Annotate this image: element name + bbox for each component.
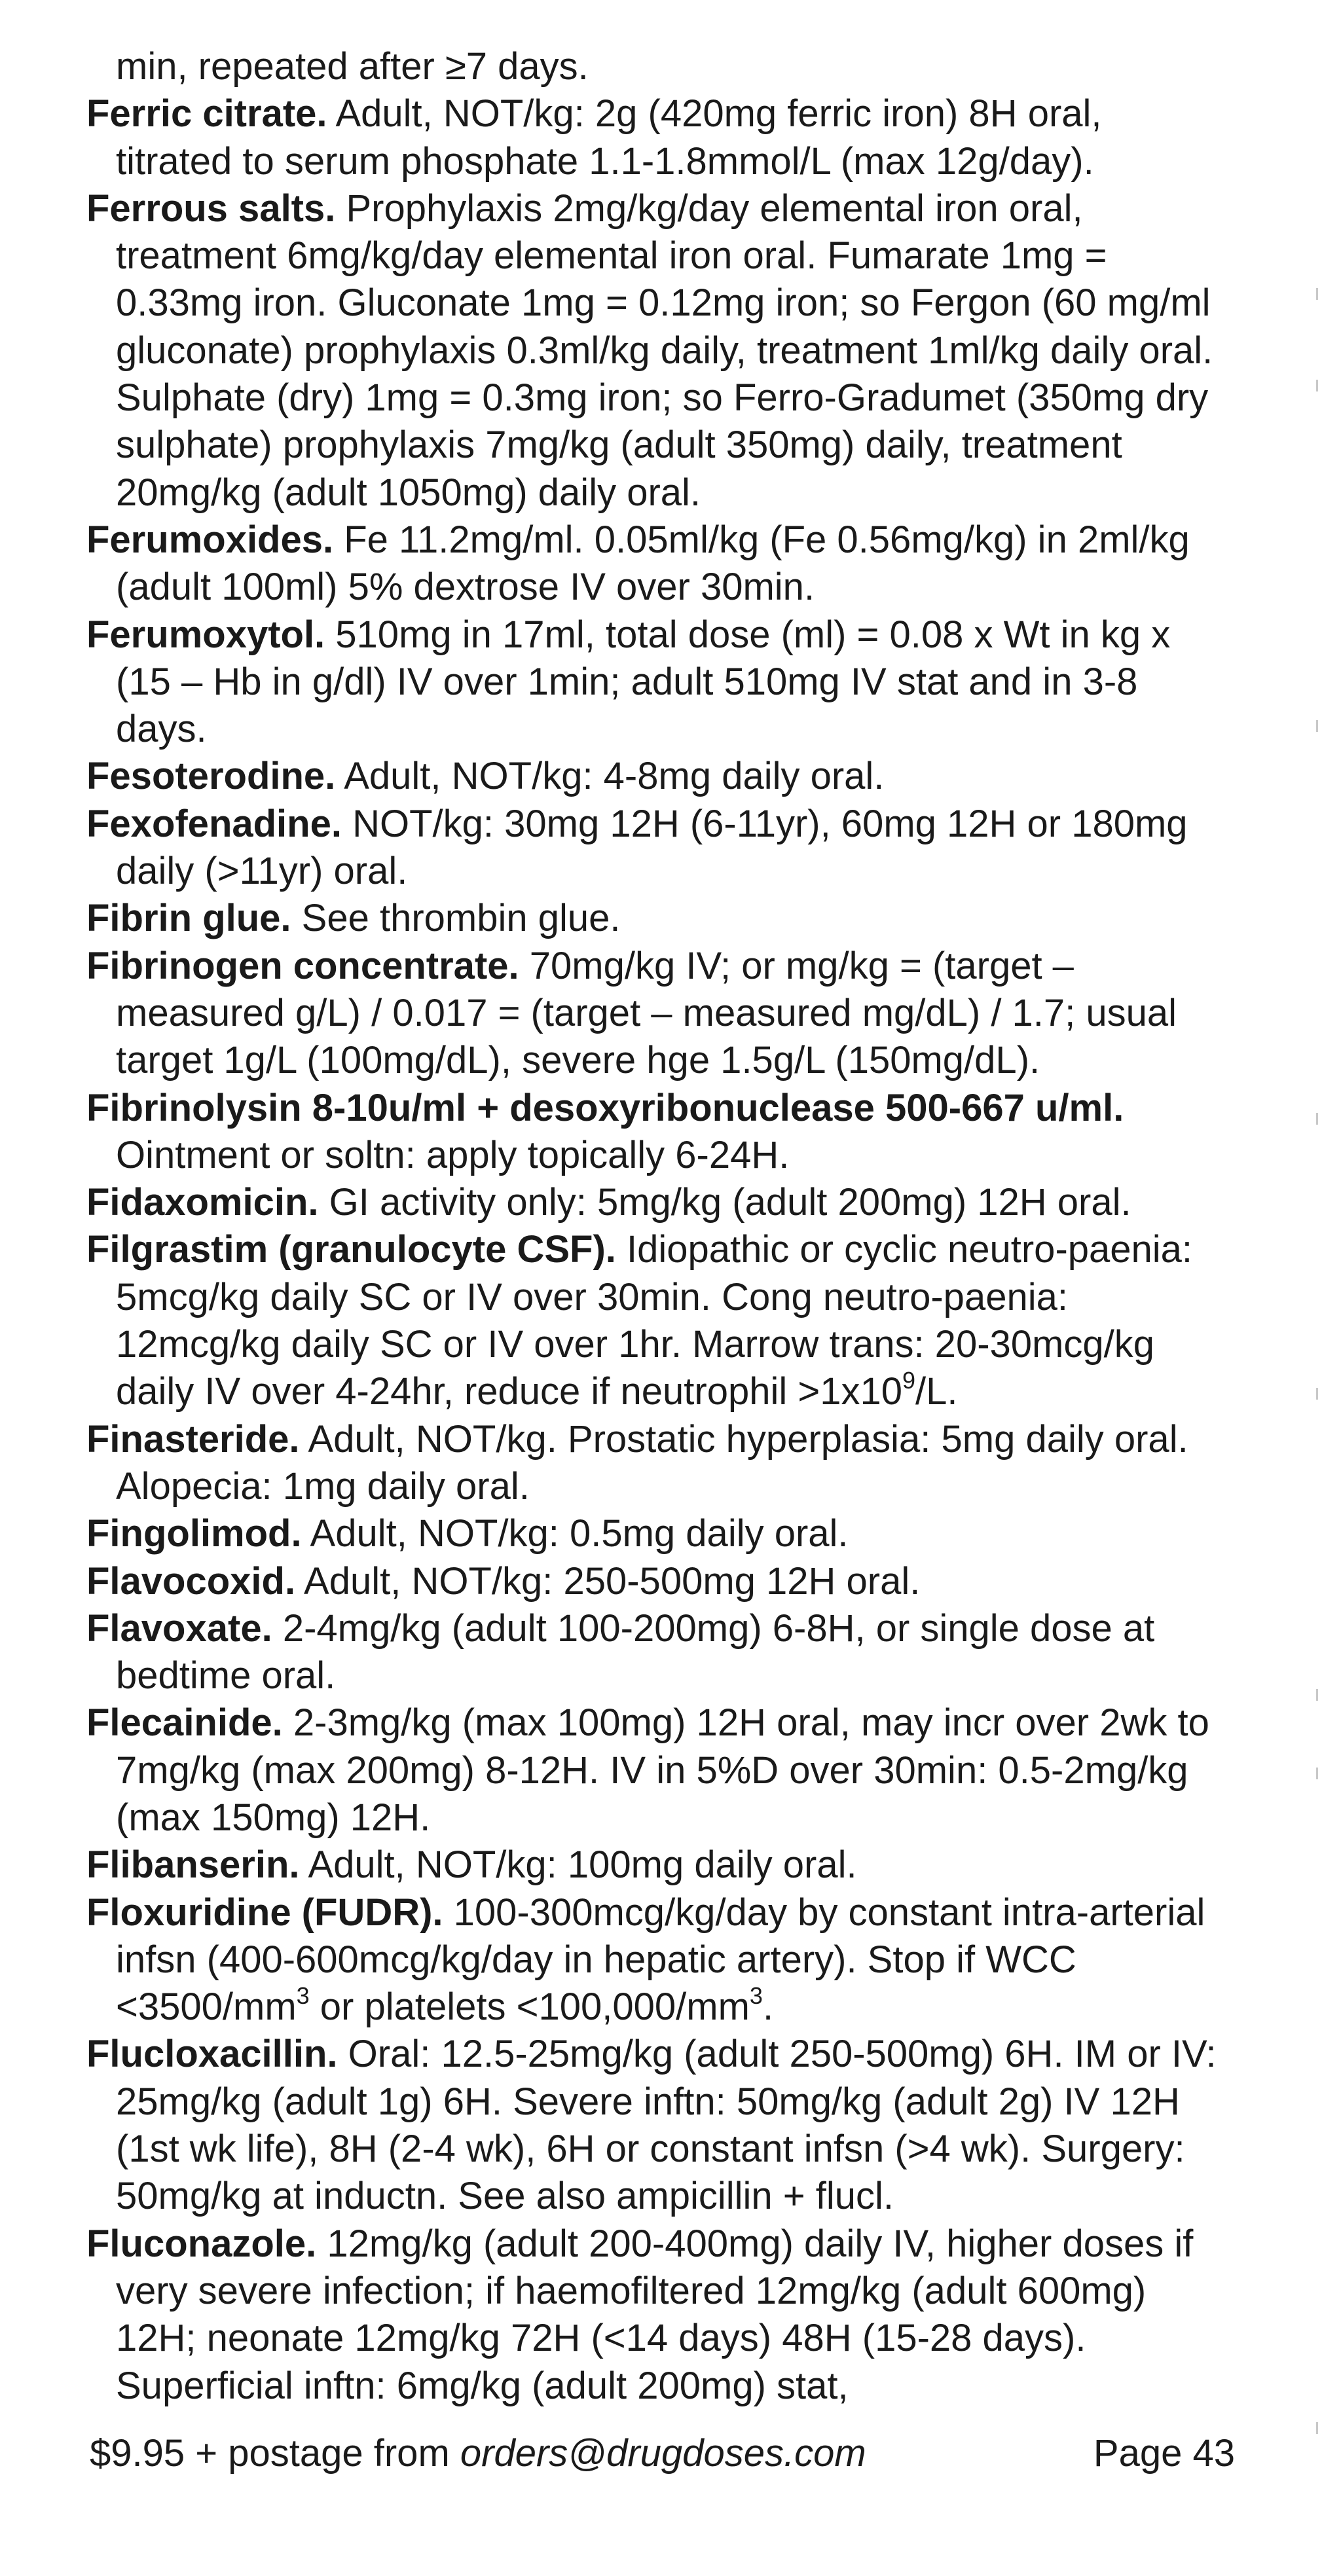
entry-term: Fesoterodine.	[86, 755, 336, 798]
entry-ferrous-salts	[86, 185, 1217, 517]
entry-term: Ferrous salts.	[86, 187, 336, 230]
entry-fexofenadine	[86, 801, 1217, 896]
entry-term: Filgrastim (granulocyte CSF).	[86, 1228, 616, 1271]
entry-text-tail: or platelets <100,000/mm	[309, 1986, 750, 2029]
entry-text-end: .	[762, 1986, 774, 2029]
scan-mark	[1316, 1113, 1318, 1125]
page-number: Page 43	[1093, 2432, 1235, 2475]
entry-fibrinogen-concentrate	[86, 943, 1217, 1085]
entry-ferumoxytol	[86, 611, 1217, 753]
superscript: 3	[296, 1982, 310, 2010]
entry-term: Ferric citrate.	[86, 92, 327, 136]
entry-text: Adult, NOT/kg: 250-500mg 12H oral.	[304, 1559, 921, 1603]
entry-floxuridine	[86, 1889, 1217, 2031]
entry-term: Fibrin glue.	[86, 897, 291, 940]
entry-term: Fluconazole.	[86, 2222, 317, 2265]
entry-finasteride	[86, 1416, 1217, 1511]
entry-text: Adult, NOT/kg: 0.5mg daily oral.	[310, 1512, 849, 1555]
entry-term: Ferumoxytol.	[86, 613, 325, 656]
entry-text: Adult, NOT/kg: 2g (420mg ferric iron) 8H oral, titrated to serum phosphate 1.1-1.8mmol/L (max 12g/day).	[116, 92, 1102, 183]
scan-mark	[1316, 380, 1318, 391]
entry-flibanserin	[86, 1841, 1217, 1889]
page-footer	[90, 2430, 1235, 2477]
entry-term: Finasteride.	[86, 1417, 300, 1460]
scan-mark	[1316, 1388, 1318, 1400]
scan-mark	[1316, 1768, 1318, 1779]
entry-text: 510mg in 17ml, total dose (ml) = 0.08 x Wt in kg x (15 – Hb in g/dl) IV over 1min; adult 510mg IV stat and in 3-8 days.	[116, 613, 1171, 751]
scan-mark	[1316, 720, 1318, 732]
entry-fibrinolysin-usage	[86, 1132, 1217, 1179]
entry-term: Flavoxate.	[86, 1606, 272, 1650]
entry-text: Fe 11.2mg/ml. 0.05ml/kg (Fe 0.56mg/kg) in 2ml/kg (adult 100ml) 5% dextrose IV over 30min.	[116, 518, 1190, 609]
entry-text: 2-4mg/kg (adult 100-200mg) 6-8H, or single dose at bedtime oral.	[116, 1606, 1155, 1697]
entry-text: 70mg/kg IV; or mg/kg = (target – measured g/L) / 0.017 = (target – measured mg/dL) / 1.7; usual target 1g/L (100mg/dL), severe hge 1.5g/L (150mg/dL).	[116, 944, 1177, 1082]
scan-edge-marks	[1316, 262, 1321, 2488]
entry-text: Ointment or soltn: apply topically 6-24H.	[116, 1133, 790, 1176]
entry-flavocoxid	[86, 1558, 1217, 1605]
entry-flecainide	[86, 1699, 1217, 1841]
entry-text: 2-3mg/kg (max 100mg) 12H oral, may incr over 2wk to 7mg/kg (max 200mg) 8-12H. IV in 5%D over 30min: 0.5-2mg/kg (max 150mg) 12H.	[116, 1701, 1209, 1839]
entry-term: Fingolimod.	[86, 1512, 302, 1555]
entry-fluconazole	[86, 2221, 1217, 2410]
entry-fesoterodine	[86, 753, 1217, 800]
entry-term: Ferumoxides.	[86, 518, 334, 561]
superscript: 3	[749, 1982, 763, 2010]
entry-term: Flibanserin.	[86, 1843, 300, 1887]
entry-fibrin-glue	[86, 895, 1217, 942]
entry-text: NOT/kg: 30mg 12H (6-11yr), 60mg 12H or 180mg daily (>11yr) oral.	[116, 802, 1188, 893]
entry-term: Fidaxomicin.	[86, 1181, 319, 1224]
entry-term: Fibrinolysin 8-10u/ml + desoxyribonuclease 500-667 u/ml.	[86, 1086, 1124, 1129]
entry-text-tail: /L.	[915, 1370, 958, 1413]
entry-fibrinolysin	[86, 1085, 1217, 1132]
footer-price-text: $9.95 + postage from	[90, 2432, 460, 2475]
entry-text: 12mg/kg (adult 200-400mg) daily IV, higher doses if very severe infection; if haemofiltered 12mg/kg (adult 600mg) 12H; neonate 12mg/kg 72H (<14 days) 48H (15-28 days). Superficial inftn: 6mg/kg (adult 200mg) stat,	[116, 2222, 1194, 2407]
entry-text: GI activity only: 5mg/kg (adult 200mg) 12H oral.	[329, 1181, 1131, 1224]
scan-mark	[1316, 288, 1318, 300]
entry-ferumoxides	[86, 517, 1217, 611]
entry-term: Flavocoxid.	[86, 1559, 296, 1603]
scan-mark	[1316, 2422, 1318, 2434]
entry-term: Flecainide.	[86, 1701, 283, 1745]
entry-flavoxate	[86, 1605, 1217, 1700]
entry-fingolimod	[86, 1510, 1217, 1557]
footer-email: orders@drugdoses.com	[460, 2432, 866, 2475]
entry-text: Oral: 12.5-25mg/kg (adult 250-500mg) 6H. IM or IV: 25mg/kg (adult 1g) 6H. Severe inftn: 50mg/kg (adult 2g) IV 12H (1st wk life), 8H (2-4 wk), 6H or constant infsn (>4 wk). Surgery: 50mg/kg at inductn. See also ampicillin + flucl.	[116, 2033, 1217, 2218]
continuation-text: min, repeated after ≥7 days.	[116, 45, 589, 88]
entry-ferric-citrate	[86, 90, 1217, 185]
entry-text: See thrombin glue.	[301, 897, 621, 940]
entry-term: Flucloxacillin.	[86, 2033, 338, 2076]
entry-fidaxomicin	[86, 1179, 1217, 1226]
superscript: 9	[902, 1367, 916, 1394]
entry-text: Idiopathic or cyclic neutro-paenia: 5mcg/kg daily SC or IV over 30min. Cong neutro-paenia: 12mcg/kg daily SC or IV over 1hr. Marrow trans: 20-30mcg/kg daily IV over 4-24hr, reduce if neutrophil >1x10	[116, 1228, 1193, 1413]
entry-term: Fibrinogen concentrate.	[86, 944, 519, 987]
entry-text: Prophylaxis 2mg/kg/day elemental iron oral, treatment 6mg/kg/day elemental iron oral. Fumarate 1mg = 0.33mg iron. Gluconate 1mg = 0.12mg iron; so Fergon (60 mg/ml gluconate) prophylaxis 0.3ml/kg daily, treatment 1ml/kg daily oral. Sulphate (dry) 1mg = 0.3mg iron; so Ferro-Gradumet (350mg dry sulphate) prophylaxis 7mg/kg (adult 350mg) daily, treatment 20mg/kg (adult 1050mg) daily oral.	[116, 187, 1213, 514]
entry-text: Adult, NOT/kg: 4-8mg daily oral.	[344, 755, 885, 798]
entry-text: Adult, NOT/kg. Prostatic hyperplasia: 5mg daily oral. Alopecia: 1mg daily oral.	[116, 1417, 1188, 1508]
entry-text: Adult, NOT/kg: 100mg daily oral.	[308, 1843, 857, 1887]
entry-text: 100-300mcg/kg/day by constant intra-arterial infsn (400-600mcg/kg/day in hepatic artery). Stop if WCC <3500/mm	[116, 1891, 1205, 2029]
entry-filgrastim	[86, 1226, 1217, 1415]
entry-term: Floxuridine (FUDR).	[86, 1891, 443, 1934]
entry-term: Fexofenadine.	[86, 802, 342, 845]
scan-mark	[1316, 1689, 1318, 1701]
footer-price	[90, 2430, 866, 2477]
entry-flucloxacillin	[86, 2031, 1217, 2220]
